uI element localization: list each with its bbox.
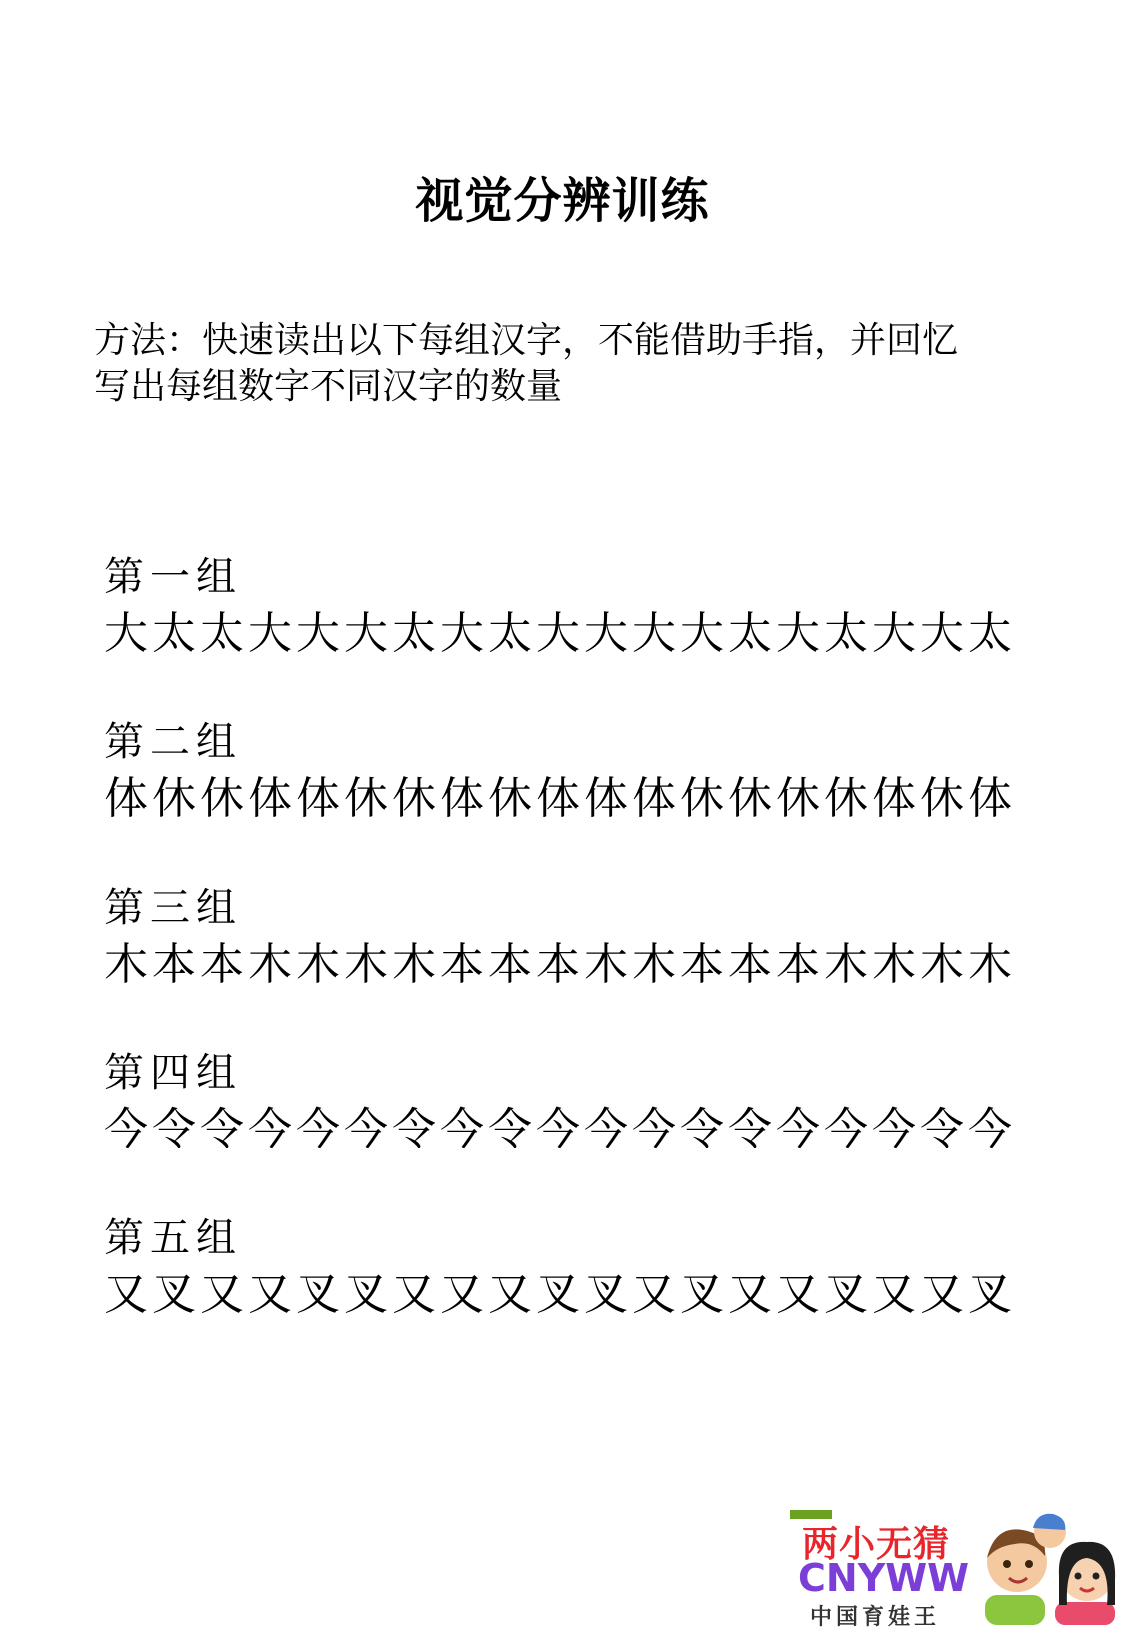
logo-slogan: 中国育娃王 <box>810 1605 941 1630</box>
character: 木 <box>920 939 964 990</box>
character: 叉 <box>344 1269 388 1320</box>
character: 大 <box>104 608 148 659</box>
character: 体 <box>872 773 916 824</box>
character: 本 <box>440 939 484 990</box>
character: 体 <box>584 773 628 824</box>
instructions-line-2: 写出每组数字不同汉字的数量 <box>94 366 563 407</box>
character: 本 <box>536 939 580 990</box>
character: 今 <box>104 1104 148 1155</box>
exercise-group <box>104 552 1016 660</box>
exercise-group <box>104 717 1016 825</box>
character: 令 <box>680 1104 724 1155</box>
character: 今 <box>296 1104 340 1155</box>
character: 休 <box>200 773 244 824</box>
character: 木 <box>104 939 148 990</box>
character: 体 <box>104 773 148 824</box>
character: 大 <box>344 608 388 659</box>
character: 今 <box>872 1104 916 1155</box>
character: 叉 <box>536 1269 580 1320</box>
character: 大 <box>680 608 724 659</box>
character: 休 <box>344 773 388 824</box>
character: 又 <box>440 1269 484 1320</box>
character: 太 <box>728 608 772 659</box>
character-row <box>104 608 1016 660</box>
character: 体 <box>296 773 340 824</box>
character: 今 <box>344 1104 388 1155</box>
character: 休 <box>728 773 772 824</box>
character: 又 <box>872 1269 916 1320</box>
character: 木 <box>584 939 628 990</box>
character: 大 <box>872 608 916 659</box>
character: 又 <box>632 1269 676 1320</box>
group-label: 第二组 <box>104 719 242 765</box>
character: 今 <box>968 1104 1012 1155</box>
character: 今 <box>824 1104 868 1155</box>
cartoon-kids-icon <box>975 1510 1125 1625</box>
character: 叉 <box>968 1269 1012 1320</box>
character: 今 <box>776 1104 820 1155</box>
character: 体 <box>632 773 676 824</box>
exercise-group <box>104 1213 1016 1321</box>
character: 大 <box>584 608 628 659</box>
exercise-group <box>104 1048 1016 1156</box>
group-label: 第一组 <box>104 554 242 600</box>
character: 大 <box>248 608 292 659</box>
character: 太 <box>488 608 532 659</box>
instructions-line-1: 方法：快速读出以下每组汉字，不能借助手指，并回忆 <box>94 320 959 361</box>
character: 令 <box>920 1104 964 1155</box>
character: 今 <box>584 1104 628 1155</box>
character: 叉 <box>296 1269 340 1320</box>
character: 今 <box>440 1104 484 1155</box>
character: 大 <box>536 608 580 659</box>
character: 休 <box>680 773 724 824</box>
character: 大 <box>776 608 820 659</box>
character: 木 <box>968 939 1012 990</box>
character: 木 <box>824 939 868 990</box>
character: 太 <box>392 608 436 659</box>
character: 又 <box>776 1269 820 1320</box>
character: 又 <box>104 1269 148 1320</box>
character: 又 <box>920 1269 964 1320</box>
character: 今 <box>248 1104 292 1155</box>
character: 令 <box>200 1104 244 1155</box>
logo-name-en: CNYWW <box>798 1556 970 1600</box>
character: 叉 <box>680 1269 724 1320</box>
character: 令 <box>152 1104 196 1155</box>
character: 又 <box>488 1269 532 1320</box>
character: 木 <box>632 939 676 990</box>
character: 又 <box>248 1269 292 1320</box>
character: 令 <box>392 1104 436 1155</box>
character: 体 <box>968 773 1012 824</box>
character: 大 <box>632 608 676 659</box>
character: 太 <box>152 608 196 659</box>
character: 又 <box>728 1269 772 1320</box>
character: 太 <box>200 608 244 659</box>
character: 休 <box>824 773 868 824</box>
character: 今 <box>536 1104 580 1155</box>
character: 休 <box>776 773 820 824</box>
character: 大 <box>440 608 484 659</box>
character: 本 <box>776 939 820 990</box>
character: 本 <box>200 939 244 990</box>
character: 休 <box>488 773 532 824</box>
character: 木 <box>296 939 340 990</box>
logo-name-cn: 两小无猜 <box>802 1524 951 1565</box>
character-row <box>104 939 1016 991</box>
character: 令 <box>488 1104 532 1155</box>
brand-logo <box>790 1510 1125 1630</box>
character: 木 <box>248 939 292 990</box>
group-label: 第三组 <box>104 885 242 931</box>
character-row <box>104 773 1016 825</box>
character: 木 <box>392 939 436 990</box>
group-label: 第四组 <box>104 1050 242 1096</box>
character: 又 <box>392 1269 436 1320</box>
character: 又 <box>200 1269 244 1320</box>
character: 太 <box>968 608 1012 659</box>
character: 叉 <box>824 1269 868 1320</box>
character-row <box>104 1269 1016 1321</box>
group-label: 第五组 <box>104 1215 242 1261</box>
character: 体 <box>536 773 580 824</box>
character: 休 <box>152 773 196 824</box>
page-title: 视觉分辨训练 <box>415 173 710 229</box>
character: 休 <box>392 773 436 824</box>
character: 本 <box>680 939 724 990</box>
character-row <box>104 1104 1016 1156</box>
character: 太 <box>824 608 868 659</box>
character: 木 <box>344 939 388 990</box>
character: 本 <box>728 939 772 990</box>
character: 本 <box>488 939 532 990</box>
character: 令 <box>728 1104 772 1155</box>
character: 本 <box>152 939 196 990</box>
character: 体 <box>440 773 484 824</box>
character: 大 <box>920 608 964 659</box>
character: 休 <box>920 773 964 824</box>
character: 今 <box>632 1104 676 1155</box>
character: 体 <box>248 773 292 824</box>
exercise-group <box>104 883 1016 991</box>
character: 叉 <box>152 1269 196 1320</box>
character: 大 <box>296 608 340 659</box>
character: 叉 <box>584 1269 628 1320</box>
instructions <box>94 318 1034 410</box>
character: 木 <box>872 939 916 990</box>
